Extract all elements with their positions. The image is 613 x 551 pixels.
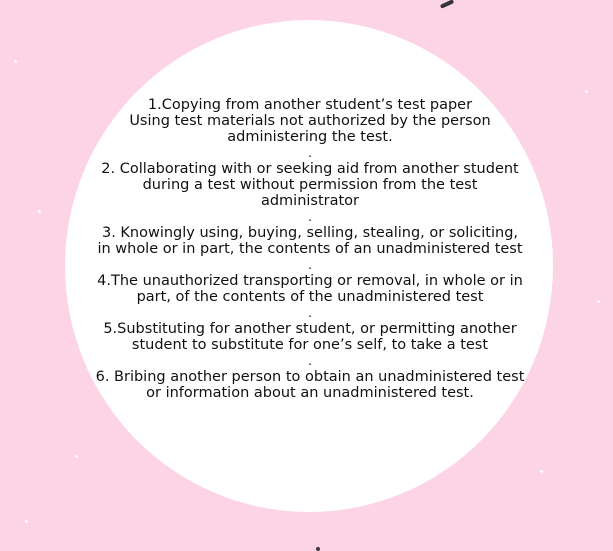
separator-dot: . — [308, 306, 312, 320]
sparkle-decoration — [585, 90, 588, 93]
list-item-1 — [95, 97, 525, 145]
ink-stroke-decoration — [440, 0, 454, 9]
separator-dot: . — [308, 210, 312, 224]
sparkle-decoration — [25, 520, 28, 523]
cheating-list — [95, 97, 525, 401]
sparkle-decoration — [540, 470, 543, 473]
sparkle-decoration — [597, 300, 600, 303]
separator-dot: . — [308, 258, 312, 272]
sparkle-decoration — [75, 455, 78, 458]
list-item-2: 2. Collaborating with or seeking aid from another student during a test without permission from the test administrator — [101, 161, 519, 209]
list-item-1-title: 1.Copying from another student’s test paper — [147, 97, 473, 113]
sparkle-decoration — [38, 210, 41, 213]
list-item-5: 5.Substituting for another student, or permitting another student to substitute for one’s self, to take a test — [103, 321, 517, 353]
separator-dot: . — [308, 146, 312, 160]
sparkle-decoration — [316, 547, 320, 551]
list-item-4: 4.The unauthorized transporting or removal, in whole or in part, of the contents of the unadministered test — [97, 273, 523, 305]
list-item-6: 6. Bribing another person to obtain an unadministered test or information about an unadministered test. — [95, 369, 525, 401]
list-item-1-detail: Using test materials not authorized by the person administering the test. — [129, 113, 491, 145]
list-item-3: 3. Knowingly using, buying, selling, stealing, or soliciting, in whole or in part, the contents of an unadministered test — [97, 225, 523, 257]
separator-dot: . — [308, 354, 312, 368]
sparkle-decoration — [14, 60, 17, 63]
